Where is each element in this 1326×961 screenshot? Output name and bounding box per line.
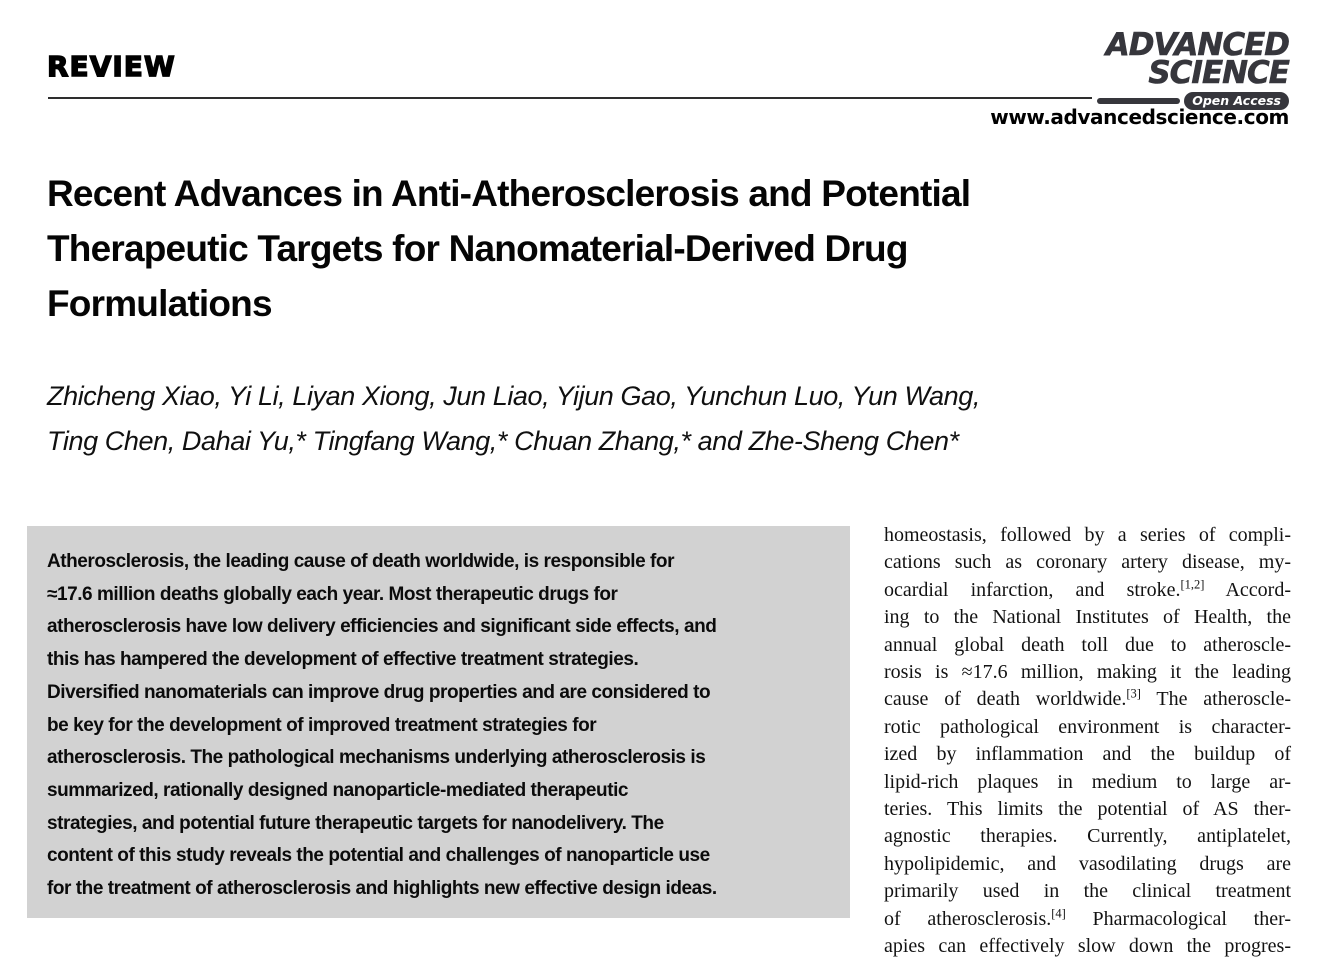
article-title xyxy=(47,166,970,331)
text-segment: ing to the National Institutes of Health, the xyxy=(884,606,1291,629)
logo-bar-line xyxy=(1097,98,1180,104)
text-line: summarized, rationally designed nanoparticle-mediated therapeutic xyxy=(47,779,629,801)
text-line: content of this study reveals the potential and challenges of nanoparticle use xyxy=(47,845,710,867)
text-line xyxy=(884,577,1291,604)
text-segment: hypolipidemic, and vasodilating drugs are xyxy=(884,852,1291,875)
text-line xyxy=(884,933,1291,960)
introduction-text-column xyxy=(884,522,1291,961)
text-line: for the treatment of atherosclerosis and highlights new effective design ideas. xyxy=(47,878,717,900)
text-segment: teries. This limits the potential of AS ther- xyxy=(884,798,1291,821)
logo-line-science: SCIENCE xyxy=(1148,55,1289,91)
text-segment: of atherosclerosis. xyxy=(884,907,1052,930)
text-line: Recent Advances in Anti-Atherosclerosis and Potential xyxy=(47,173,971,214)
text-line xyxy=(884,851,1291,878)
text-segment: cations such as coronary artery disease, my- xyxy=(884,551,1291,574)
text-segment: ocardial infarction, and stroke. xyxy=(884,578,1181,601)
author-list xyxy=(47,374,980,464)
text-line: this has hampered the development of effective treatment strategies. xyxy=(47,649,639,671)
logo-line-advanced: ADVANCED xyxy=(1105,27,1289,63)
text-segment: rotic pathological environment is character- xyxy=(884,715,1291,738)
text-line: atherosclerosis have low delivery efficiencies and significant side effects, and xyxy=(47,616,717,638)
text-line xyxy=(884,741,1291,768)
text-segment: cause of death worldwide. xyxy=(884,688,1127,711)
text-segment: homeostasis, followed by a series of compli- xyxy=(884,524,1291,546)
text-line xyxy=(884,604,1291,631)
advanced-science-logo xyxy=(1097,27,1289,110)
text-segment: rosis is ≈17.6 million, making it the leading xyxy=(884,661,1291,684)
journal-website-url: www.advancedscience.com xyxy=(990,105,1289,129)
text-line xyxy=(884,714,1291,741)
citation-ref: [4] xyxy=(1051,906,1066,921)
open-access-badge: Open Access xyxy=(1184,92,1289,110)
text-line: Diversified nanomaterials can improve drug properties and are considered to xyxy=(47,681,711,703)
text-line xyxy=(884,878,1291,905)
text-line xyxy=(884,522,1291,549)
text-line xyxy=(884,906,1291,933)
text-line xyxy=(884,686,1291,713)
text-segment: Accord- xyxy=(1204,578,1291,601)
text-line: Atherosclerosis, the leading cause of death worldwide, is responsible for xyxy=(47,551,675,572)
text-segment: The atheroscle- xyxy=(1140,688,1291,711)
text-line xyxy=(884,549,1291,576)
citation-ref: [1,2] xyxy=(1180,577,1205,592)
text-segment: lipid-rich plaques in medium to large ar- xyxy=(884,770,1291,793)
text-line: be key for the development of improved treatment strategies for xyxy=(47,714,597,736)
text-segment: ized by inflammation and the buildup of xyxy=(884,743,1291,766)
citation-ref: [3] xyxy=(1126,686,1141,701)
text-line: Therapeutic Targets for Nanomaterial-Derived Drug xyxy=(47,228,908,269)
text-line: ≈17.6 million deaths globally each year. Most therapeutic drugs for xyxy=(47,583,618,605)
text-segment: apies can effectively slow down the progres- xyxy=(884,935,1291,958)
header-divider xyxy=(48,97,1092,99)
text-line: strategies, and potential future therapeutic targets for nanodelivery. The xyxy=(47,812,664,834)
text-segment: annual global death toll due to atheroscle- xyxy=(884,633,1291,656)
text-segment: Pharmacological ther- xyxy=(1065,907,1291,930)
text-segment: primarily used in the clinical treatment xyxy=(884,880,1291,903)
text-segment: agnostic therapies. Currently, antiplatelet, xyxy=(884,825,1291,848)
text-line xyxy=(884,796,1291,823)
text-line xyxy=(884,769,1291,796)
text-line: Ting Chen, Dahai Yu,* Tingfang Wang,* Chuan Zhang,* and Zhe-Sheng Chen* xyxy=(47,426,959,456)
text-line: Formulations xyxy=(47,283,272,324)
text-line: atherosclerosis. The pathological mechanisms underlying atherosclerosis is xyxy=(47,747,706,769)
text-line xyxy=(884,659,1291,686)
text-line xyxy=(884,823,1291,850)
text-line xyxy=(884,632,1291,659)
text-line: Zhicheng Xiao, Yi Li, Liyan Xiong, Jun Liao, Yijun Gao, Yunchun Luo, Yun Wang, xyxy=(47,381,981,411)
review-section-label: REVIEW xyxy=(47,50,176,83)
abstract-box xyxy=(27,526,850,918)
